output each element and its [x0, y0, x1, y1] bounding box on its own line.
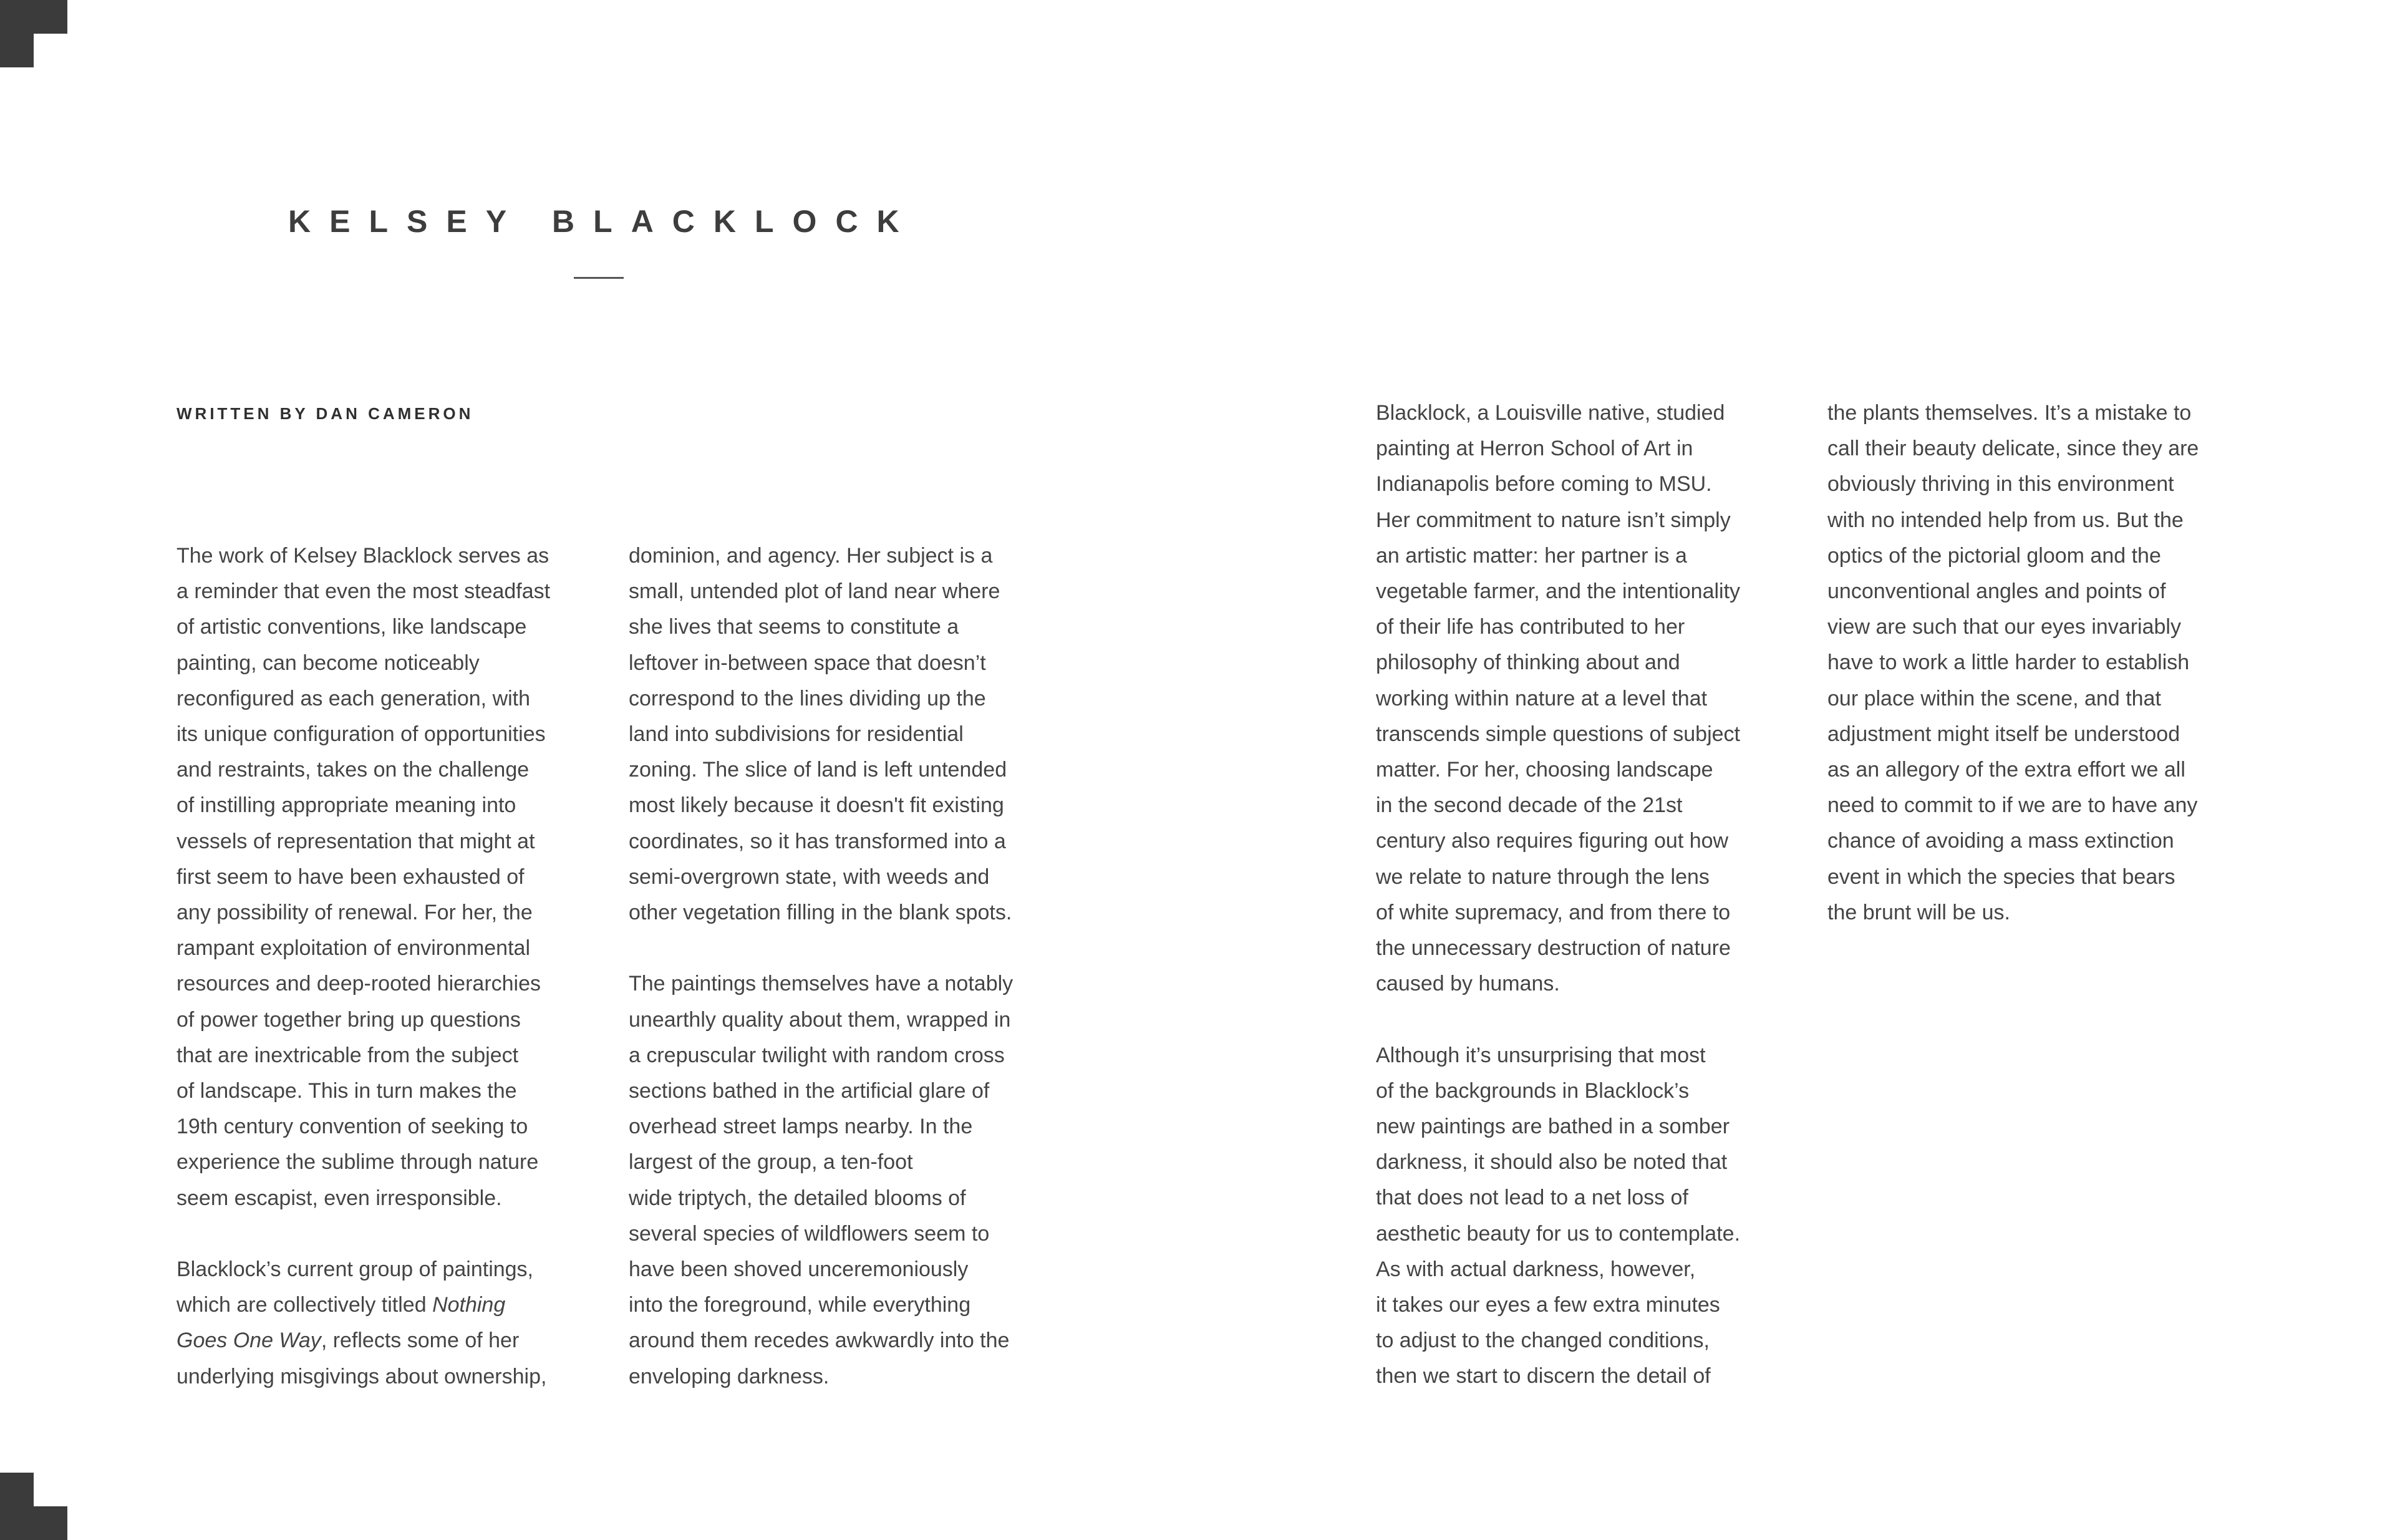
text-run: which are collectively titled [177, 1293, 433, 1317]
text-line: have been shoved unceremoniously [629, 1257, 969, 1282]
text-line: the brunt will be us. [1827, 900, 2010, 924]
text-line: unearthly quality about them, wrapped in [629, 1007, 1011, 1032]
text-line: the plants themselves. It’s a mistake to [1827, 401, 2192, 425]
text-line: have to work a little harder to establish [1827, 651, 2190, 675]
text-line: century also requires figuring out how [1376, 829, 1729, 853]
corner-mark-top-left-shape [0, 0, 67, 67]
text-line: matter. For her, choosing landscape [1376, 758, 1713, 782]
text-line: Blacklock, a Louisville native, studied [1376, 401, 1725, 425]
paragraph [629, 966, 1040, 1394]
text-line: need to commit to if we are to have any [1827, 793, 2198, 818]
text-line: other vegetation filling in the blank spots. [629, 901, 1012, 925]
text-line: transcends simple questions of subject [1376, 722, 1740, 746]
text-line: coordinates, so it has transformed into a [629, 829, 1006, 853]
text-line: to adjust to the changed conditions, [1376, 1329, 1710, 1353]
corner-mark-bottom-left-shape [0, 1473, 67, 1540]
text-line: of instilling appropriate meaning into [177, 793, 516, 818]
text-line: working within nature at a level that [1376, 686, 1708, 710]
text-line: painting at Herron School of Art in [1376, 437, 1693, 461]
paragraph-gap [629, 931, 1040, 966]
text-line: it takes our eyes a few extra minutes [1376, 1293, 1720, 1317]
text-line: its unique configuration of opportunities [177, 722, 546, 747]
article-title: KELSEY BLACKLOCK [288, 204, 918, 239]
paragraph [177, 1252, 588, 1395]
text-line: aesthetic beauty for us to contemplate. [1376, 1221, 1741, 1246]
text-line: adjustment might itself be understood [1827, 722, 2180, 746]
text-line: that are inextricable from the subject [177, 1043, 519, 1067]
text-line: into the foreground, while everything [629, 1293, 971, 1317]
title-divider [574, 277, 624, 279]
text-line: most likely because it doesn't fit existing [629, 793, 1004, 818]
text-line: reconfigured as each generation, with [177, 686, 531, 710]
text-line [177, 1287, 588, 1323]
text-line: Blacklock’s current group of paintings, [177, 1257, 534, 1282]
text-column-1 [177, 538, 588, 1395]
text-line: as an allegory of the extra effort we all [1827, 758, 2185, 782]
text-column-4 [1827, 395, 2239, 931]
text-line: enveloping darkness. [629, 1364, 830, 1388]
text-line: sections bathed in the artificial glare of [629, 1079, 990, 1103]
text-line: of the backgrounds in Blacklock’s [1376, 1078, 1690, 1103]
paragraph [177, 538, 588, 1216]
text-line: The paintings themselves have a notably [629, 972, 1014, 996]
text-line: a crepuscular twilight with random cross [629, 1043, 1005, 1067]
text-run: , reflects some of her [321, 1329, 520, 1353]
text-line: caused by humans. [1376, 972, 1560, 996]
text-line [177, 1323, 588, 1358]
text-line: our place within the scene, and that [1827, 686, 2161, 710]
text-line: several species of wildflowers seem to [629, 1221, 990, 1246]
text-line: vegetable farmer, and the intentionality [1376, 579, 1741, 604]
text-line: we relate to nature through the lens [1376, 864, 1710, 889]
text-line: rampant exploitation of environmental [177, 936, 530, 961]
text-line: As with actual darkness, however, [1376, 1257, 1696, 1281]
text-line: obviously thriving in this environment [1827, 472, 2174, 496]
text-line: around them recedes awkwardly into the [629, 1329, 1010, 1353]
text-line: first seem to have been exhausted of [177, 864, 525, 889]
text-line: an artistic matter: her partner is a [1376, 543, 1687, 568]
text-line: the unnecessary destruction of nature [1376, 936, 1731, 961]
text-line: leftover in-between space that doesn’t [629, 651, 986, 675]
text-line: semi-overgrown state, with weeds and [629, 864, 990, 889]
text-line: Although it’s unsurprising that most [1376, 1043, 1706, 1067]
paragraph [629, 538, 1040, 931]
text-column-2 [629, 538, 1040, 1395]
text-line: and restraints, takes on the challenge [177, 758, 530, 782]
text-line: any possibility of renewal. For her, the [177, 901, 533, 925]
paragraph [1827, 395, 2239, 931]
text-line: painting, can become noticeably [177, 651, 480, 675]
text-line: land into subdivisions for residential [629, 722, 964, 747]
text-line: with no intended help from us. But the [1827, 508, 2184, 532]
text-line: Her commitment to nature isn’t simply [1376, 508, 1731, 532]
text-line: 19th century convention of seeking to [177, 1115, 528, 1139]
article-byline: WRITTEN BY DAN CAMERON [177, 404, 474, 423]
text-line: underlying misgivings about ownership, [177, 1364, 547, 1388]
paragraph-gap [1376, 1002, 1788, 1037]
text-line: small, untended plot of land near where [629, 579, 1000, 604]
text-line: new paintings are bathed in a somber [1376, 1115, 1730, 1139]
text-line: call their beauty delicate, since they are [1827, 437, 2199, 461]
paragraph [1376, 395, 1788, 1002]
text-line: she lives that seems to constitute a [629, 615, 959, 639]
text-line: overhead street lamps nearby. In the [629, 1115, 973, 1139]
text-line: of their life has contributed to her [1376, 615, 1685, 639]
text-line: that does not lead to a net loss of [1376, 1186, 1688, 1210]
text-line: unconventional angles and points of [1827, 579, 2166, 604]
text-line: Indianapolis before coming to MSU. [1376, 472, 1712, 496]
text-line: optics of the pictorial gloom and the [1827, 543, 2161, 568]
text-line: of white supremacy, and from there to [1376, 900, 1731, 924]
text-line: of landscape. This in turn makes the [177, 1079, 517, 1103]
text-line: a reminder that even the most steadfast [177, 579, 551, 604]
text-line: The work of Kelsey Blacklock serves as [177, 544, 549, 568]
italic-title-run: Nothing [432, 1293, 506, 1317]
text-line: philosophy of thinking about and [1376, 651, 1680, 675]
paragraph [1376, 1038, 1788, 1395]
text-line: wide triptych, the detailed blooms of [629, 1186, 966, 1210]
text-line: correspond to the lines dividing up the [629, 686, 986, 710]
text-line: dominion, and agency. Her subject is a [629, 544, 993, 568]
text-line: in the second decade of the 21st [1376, 793, 1683, 818]
text-line: then we start to discern the detail of [1376, 1364, 1711, 1388]
text-line: chance of avoiding a mass extinction [1827, 829, 2174, 853]
italic-title-run: Goes One Way [177, 1329, 321, 1353]
text-line: darkness, it should also be noted that [1376, 1150, 1728, 1174]
text-line: zoning. The slice of land is left untended [629, 758, 1007, 782]
text-line: seem escapist, even irresponsible. [177, 1186, 502, 1210]
corner-mark-bottom-left [0, 1473, 67, 1540]
text-line: of power together bring up questions [177, 1007, 521, 1032]
text-line: largest of the group, a ten-foot [629, 1150, 913, 1174]
text-line: resources and deep-rooted hierarchies [177, 972, 541, 996]
paragraph-gap [177, 1216, 588, 1252]
text-column-3 [1376, 395, 1788, 1395]
text-line: vessels of representation that might at [177, 829, 535, 853]
corner-mark-top-left [0, 0, 67, 67]
text-line: event in which the species that bears [1827, 864, 2175, 889]
text-line: view are such that our eyes invariably [1827, 615, 2181, 639]
text-line: of artistic conventions, like landscape [177, 615, 527, 639]
text-line: experience the sublime through nature [177, 1150, 539, 1174]
